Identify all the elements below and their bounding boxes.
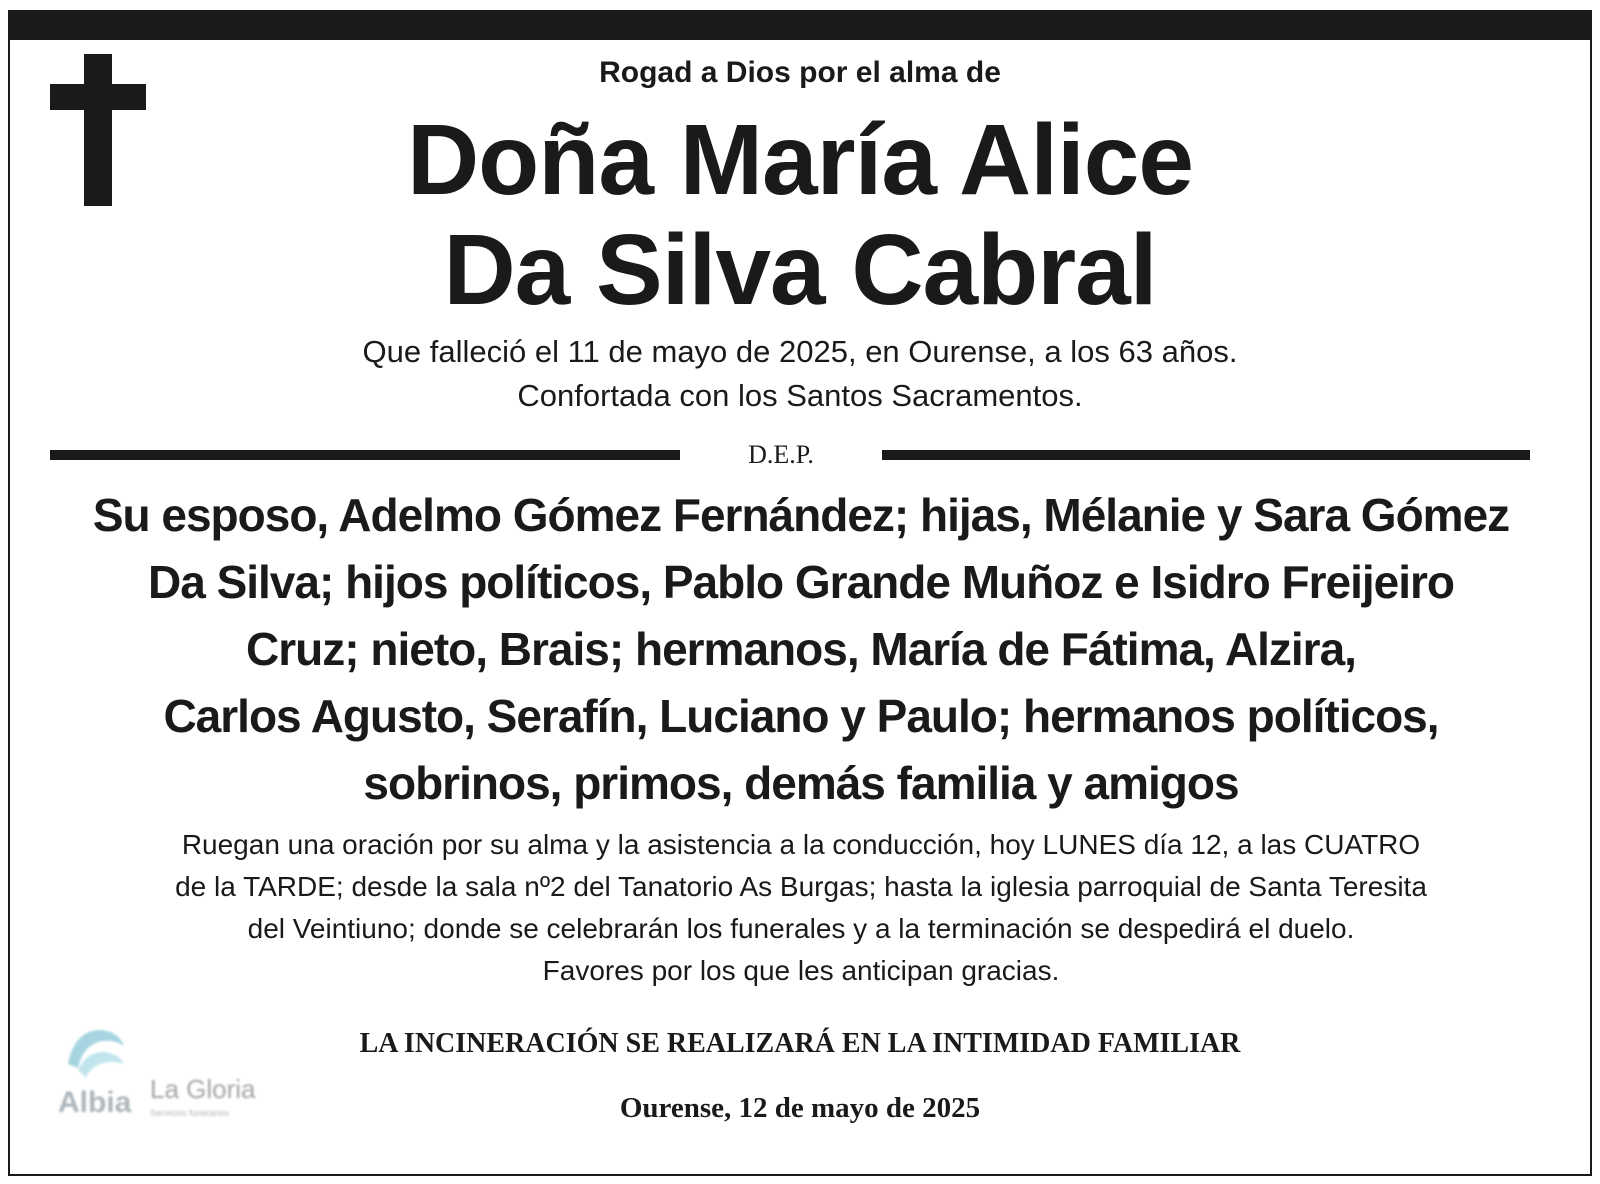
incineration-notice: LA INCINERACIÓN SE REALIZARÁ EN LA INTIMIDAD FAMILIAR [359, 1028, 1241, 1059]
family-line: Cruz; nieto, Brais; hermanos, María de Fátima, Alzira, [246, 623, 1356, 675]
death-details-line2: Confortada con los Santos Sacramentos. [517, 378, 1083, 413]
deceased-name-line1: Doña María Alice [406, 104, 1194, 216]
family-line: Carlos Agusto, Serafín, Luciano y Paulo; hermanos políticos, [163, 690, 1439, 742]
la-gloria-logo-text: La Gloria [150, 1074, 256, 1104]
deceased-name-line2: Da Silva Cabral [443, 214, 1157, 326]
albia-logo-text: Albia [58, 1086, 132, 1119]
death-details [10, 330, 1590, 418]
pray-line: Rogad a Dios por el alma de [599, 56, 1001, 89]
ceremony-line: del Veintiuno; donde se celebrarán los funerales y a la terminación se despedirá el duelo. [247, 913, 1355, 944]
ceremony-line: Favores por los que les anticipan gracias. [542, 955, 1060, 986]
family-line: Su esposo, Adelmo Gómez Fernández; hijas, Mélanie y Sara Gómez [92, 489, 1510, 541]
family-list [46, 482, 1556, 817]
divider-line-left [50, 450, 680, 460]
family-line: sobrinos, primos, demás familia y amigos [363, 757, 1239, 809]
divider-line-right [882, 450, 1530, 460]
ceremony-line: Ruegan una oración por su alma y la asistencia a la conducción, hoy LUNES día 12, a las CUATRO [181, 829, 1421, 860]
top-black-bar [10, 12, 1590, 40]
dep-label: D.E.P. [748, 440, 814, 469]
la-gloria-logo-subtitle: Servicios funerarios [150, 1108, 230, 1118]
place-and-date: Ourense, 12 de mayo de 2025 [619, 1092, 981, 1124]
ceremony-details [46, 824, 1556, 992]
death-details-line1: Que falleció el 11 de mayo de 2025, en Ourense, a los 63 años. [362, 334, 1238, 369]
obituary-card [8, 10, 1592, 1176]
dep-divider [50, 440, 1530, 470]
ceremony-line: de la TARDE; desde la sala nº2 del Tanatorio As Burgas; hasta la iglesia parroquial de Santa Teresita [175, 871, 1427, 902]
family-line: Da Silva; hijos políticos, Pablo Grande Muñoz e Isidro Freijeiro [147, 556, 1455, 608]
